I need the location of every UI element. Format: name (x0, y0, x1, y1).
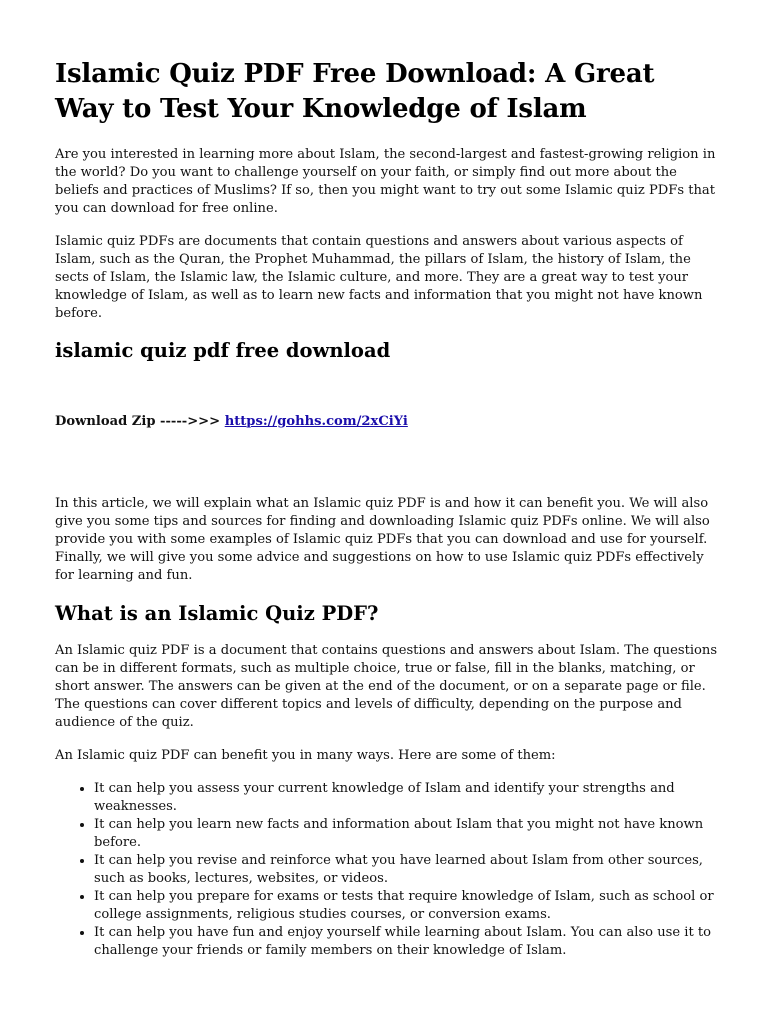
what-paragraph-2: An Islamic quiz PDF can benefit you in many ways. Here are some of them: (55, 748, 556, 763)
benefit-item: • It can help you revise and reinforce what you have learned about Islam from other sources, such as books, lectures, websites, or videos. (94, 852, 720, 888)
benefit-item: • It can help you have fun and enjoy yourself while learning about Islam. You can also use it to challenge your friends or family members on their knowledge of Islam. (94, 924, 720, 960)
page-title: Islamic Quiz PDF Free Download: A Great Way to Test Your Knowledge of Islam (55, 59, 655, 124)
section-heading-what-is: What is an Islamic Quiz PDF? (55, 602, 379, 625)
download-line (55, 413, 720, 431)
benefit-item: • It can help you prepare for exams or tests that require knowledge of Islam, such as school or college assignments, religious studies courses, or conversion exams. (94, 888, 720, 924)
download-link[interactable]: https://gohhs.com/2xCiYi (224, 414, 408, 429)
download-label: Download Zip ----->>> (55, 414, 225, 429)
benefit-item: • It can help you assess your current knowledge of Islam and identify your strengths and weaknesses. (94, 780, 720, 816)
intro-paragraph-2: Islamic quiz PDFs are documents that contain questions and answers about various aspects of Islam, such as the Quran, the Prophet Muhammad, the pillars of Islam, the history of Islam, the sects of Islam, the Islamic law, the Islamic culture, and more. They are a great way to test your knowledge of Islam, as well as to learn new facts and information that you might not have known before. (55, 234, 703, 321)
download-heading: islamic quiz pdf free download (55, 339, 391, 362)
benefit-item: • It can help you learn new facts and information about Islam that you might not have known before. (94, 816, 720, 852)
article-intro-paragraph: In this article, we will explain what an Islamic quiz PDF is and how it can benefit you. We will also give you some tips and sources for finding and downloading Islamic quiz PDFs online. We will also provide you with some examples of Islamic quiz PDFs that you can download and use for yourself. Finally, we will give you some advice and suggestions on how to use Islamic quiz PDFs effectively for learning and fun. (55, 496, 710, 583)
intro-paragraph-1: Are you interested in learning more about Islam, the second-largest and fastest-growing religion in the world? Do you want to challenge yourself on your faith, or simply find out more about the beliefs and practices of Muslims? If so, then you might want to try out some Islamic quiz PDFs that you can download for free online. (55, 147, 716, 216)
benefits-list (55, 780, 720, 960)
what-paragraph-1: An Islamic quiz PDF is a document that contains questions and answers about Islam. The questions can be in different formats, such as multiple choice, true or false, fill in the blanks, matching, or short answer. The answers can be given at the end of the document, or on a separate page or file. The questions can cover different topics and levels of difficulty, depending on the purpose and audience of the quiz. (55, 643, 718, 730)
